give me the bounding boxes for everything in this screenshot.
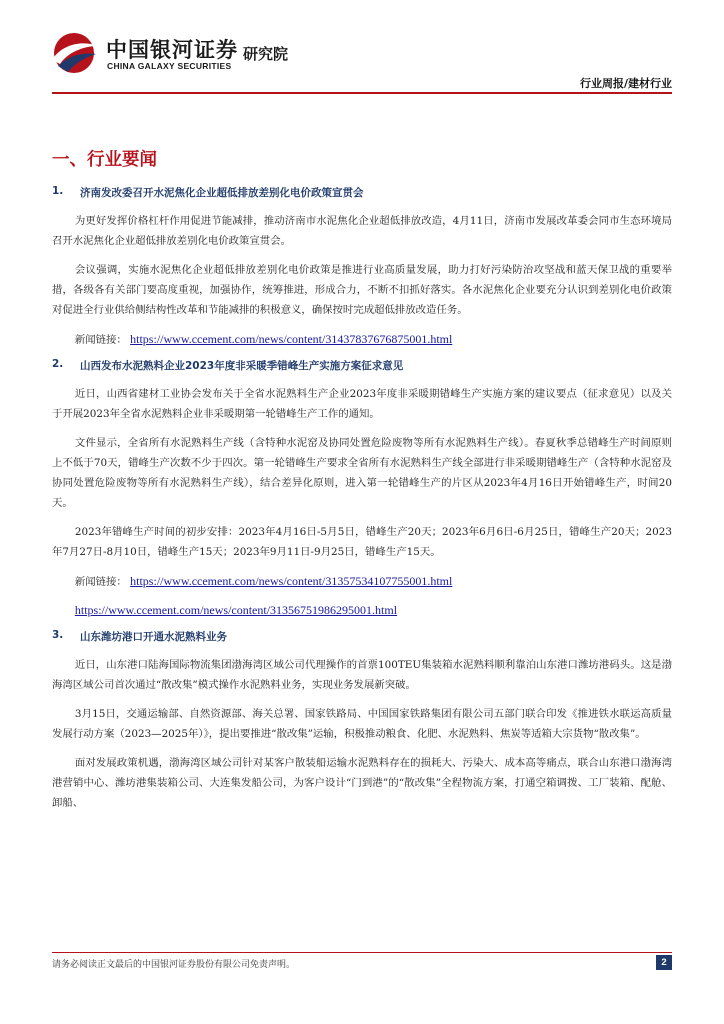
section-title: 济南发改委召开水泥焦化企业超低排放差别化电价政策宣贯会 — [80, 187, 364, 199]
institute-label: 研究院 — [243, 45, 289, 63]
paragraph: 为更好发挥价格杠杆作用促进节能减排，推动济南市水泥焦化企业超低排放改造，4月11日，济南市发展改革委会同市生态环境局召开水泥焦化企业超低排放差别化电价政策宣贯会。 — [52, 215, 672, 247]
paragraph: 近日，山西省建材工业协会发布关于全省水泥熟料生产企业2023年度非采暖期错峰生产实施方案的建议要点（征求意见）以及关于开展2023年全省水泥熟料企业非采暖期第一轮错峰生产工作的通知。 — [52, 388, 672, 420]
page-title: 一、行业要闻 — [52, 150, 157, 170]
section-number: 2. — [52, 358, 64, 370]
news-link-line — [52, 600, 672, 621]
page-number: 2 — [656, 955, 672, 970]
section-heading — [52, 629, 672, 644]
news-link[interactable]: https://www.ccement.com/news/content/31356751986295001.html — [74, 603, 398, 617]
paragraph: 2023年错峰生产时间的初步安排：2023年4月16日-5月5日，错峰生产20天；2023年6月6日-6月25日，错峰生产20天；2023年7月27日-8月10日，错峰生产15天；2023年9月11日-9月25日，错峰生产15天。 — [52, 526, 672, 558]
disclaimer-text: 请务必阅读正文最后的中国银河证券股份有限公司免责声明。 — [52, 960, 296, 970]
news-link-line — [52, 571, 672, 592]
paragraph: 文件显示，全省所有水泥熟料生产线（含特种水泥窑及协同处置危险废物等所有水泥熟料生产线）。春夏秋季总错峰生产时间原则上不低于70天，错峰生产次数不少于四次。第一轮错峰生产要求全省所有水泥熟料生产线全部进行非采暖期错峰生产（含特种水泥窑及协同处置危险废物等所有水泥熟料生产线），结合差异化原则，进入第一轮错峰生产的片区从2023年4月16日开始错峰生产，时间20天。 — [52, 437, 672, 509]
section-number: 1. — [52, 185, 64, 197]
galaxy-logo-icon — [48, 30, 100, 76]
news-link[interactable]: https://www.ccement.com/news/content/31437837676875001.html — [130, 332, 453, 346]
news-link[interactable]: https://www.ccement.com/news/content/31357534107755001.html — [130, 574, 453, 588]
paragraph: 3月15日，交通运输部、自然资源部、海关总署、国家铁路局、中国国家铁路集团有限公司五部门联合印发《推进铁水联运高质量发展行动方案（2023—2025年）》，提出要推进“散改集”运输，积极推动粮食、化肥、水泥熟料、焦炭等适箱大宗货物“散改集”。 — [52, 708, 672, 740]
news-link-label: 新闻链接： — [74, 334, 127, 346]
report-type: 行业周报/建材行业 — [579, 77, 672, 90]
report-body — [52, 146, 672, 822]
footer-divider — [52, 952, 672, 953]
paragraph: 会议强调，实施水泥焦化企业超低排放差别化电价政策是推进行业高质量发展，助力打好污染防治攻坚战和蓝天保卫战的重要举措，各级各有关部门要高度重视，加强协作，统筹推进，形成合力，不断不扣抓好落实。各水泥焦化企业要充分认识到差别化电价政策对促进全行业供给侧结构性改革和节能减排的积极意义，确保按时完成超低排放改造任务。 — [52, 264, 672, 316]
section-heading — [52, 185, 672, 200]
header-divider — [52, 92, 672, 94]
paragraph: 近日，山东港口陆海国际物流集团渤海湾区域公司代理操作的首票100TEU集装箱水泥熟料顺利靠泊山东港口潍坊港码头。这是渤海湾区域公司首次通过“散改集”模式操作水泥熟料业务，实现业务发展新突破。 — [52, 659, 672, 691]
section-title: 山东潍坊港口开通水泥熟料业务 — [80, 631, 227, 643]
brand-name-en: CHINA GALAXY SECURITIES — [107, 61, 232, 71]
section-number: 3. — [52, 629, 64, 641]
news-link-line — [52, 329, 672, 350]
section-title: 山西发布水泥熟料企业2023年度非采暖季错峰生产实施方案征求意见 — [80, 360, 404, 372]
news-link-label: 新闻链接： — [74, 576, 127, 588]
brand-name-cn: 中国银河证券 — [106, 38, 238, 62]
paragraph: 面对发展政策机遇，渤海湾区域公司针对某客户散装船运输水泥熟料存在的损耗大、污染大、成本高等痛点，联合山东港口渤海湾港营销中心、潍坊港集装箱公司、大连集发船公司，为客户设计“门到港”的“散改集”全程物流方案，打通空箱调拨、工厂装箱、配舱、卸船、 — [52, 757, 672, 809]
section-heading — [52, 358, 672, 373]
